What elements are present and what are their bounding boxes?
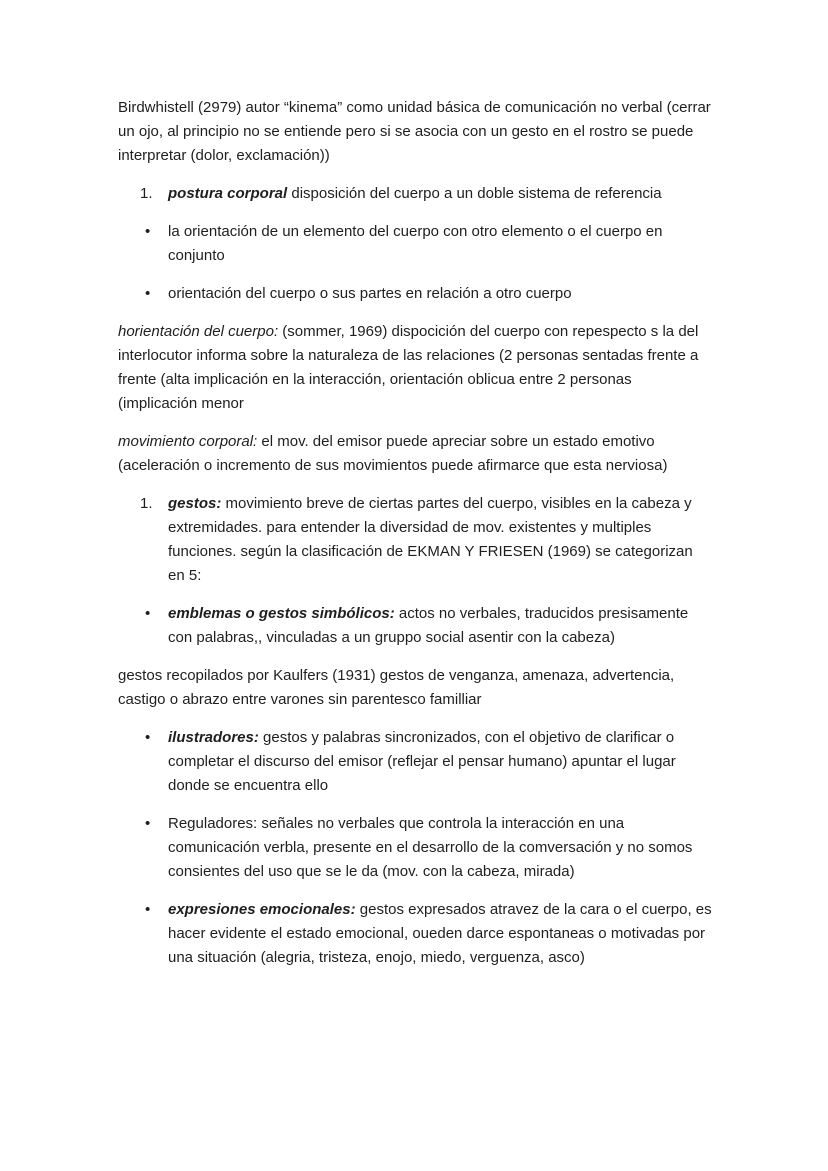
list-item-text bbox=[168, 182, 712, 206]
term-definition: gestos expresados atravez de la cara o el cuerpo, es hacer evidente el estado emocional, oueden darce espontaneas o motivadas por una situación (alegria, tristeza, enojo, miedo, verguenza, asco) bbox=[168, 901, 712, 966]
numbered-item-postura-corporal bbox=[118, 182, 712, 206]
list-item-text bbox=[168, 898, 712, 970]
term-definition: actos no verbales, traducidos presisamente con palabras,, vinculadas a un gruppo social asentir con la cabeza) bbox=[168, 605, 689, 646]
list-item-text bbox=[168, 220, 712, 268]
paragraph-text: gestos recopilados por Kaulfers (1931) gestos de venganza, amenaza, advertencia, castigo o abrazo entre varones sin parentesco familliar bbox=[118, 667, 675, 708]
list-item-text bbox=[168, 726, 712, 798]
bullet-item-reguladores bbox=[118, 812, 712, 884]
term-definition: el mov. del emisor puede apreciar sobre un estado emotivo (aceleración o incremento de sus movimientos puede afirmarce que esta nerviosa) bbox=[118, 433, 668, 474]
bullet-marker: • bbox=[145, 901, 151, 918]
bullet-marker: • bbox=[145, 285, 151, 302]
term-definition: (sommer, 1969) dispocición del cuerpo con repespecto s la del interlocutor informa sobre la naturaleza de las relaciones (2 personas sentadas frente a frente (alta implicación en la interacción, orientación oblicua entre 2 personas (implicación menor bbox=[118, 323, 699, 412]
list-number-marker: 1. bbox=[140, 185, 153, 202]
term-lead: postura corporal bbox=[168, 185, 288, 202]
term-lead: expresiones emocionales: bbox=[168, 901, 356, 918]
term-lead: movimiento corporal: bbox=[118, 433, 258, 450]
bullet-marker: • bbox=[145, 605, 151, 622]
list-item-text bbox=[168, 812, 712, 884]
list-item-text bbox=[168, 492, 712, 588]
bullet-item-emblemas bbox=[118, 602, 712, 650]
numbered-item-gestos bbox=[118, 492, 712, 588]
term-lead: ilustradores: bbox=[168, 729, 259, 746]
bullet-text: la orientación de un elemento del cuerpo con otro elemento o el cuerpo en conjunto bbox=[168, 223, 663, 264]
paragraph-movimiento-corporal bbox=[118, 430, 712, 478]
bullet-item-ilustradores bbox=[118, 726, 712, 798]
bullet-item-orientacion-elemento bbox=[118, 220, 712, 268]
bullet-marker: • bbox=[145, 223, 151, 240]
term-lead: emblemas o gestos simbólicos: bbox=[168, 605, 395, 622]
paragraph-birdwhistell bbox=[118, 96, 712, 168]
list-number-marker: 1. bbox=[140, 495, 153, 512]
paragraph-text: Birdwhistell (2979) autor “kinema” como unidad básica de comunicación no verbal (cerrar un ojo, al principio no se entiende pero si se asocia con un gesto en el rostro se puede interpretar (dolor, exclamación)) bbox=[118, 99, 711, 164]
bullet-marker: • bbox=[145, 729, 151, 746]
bullet-item-expresiones-emocionales bbox=[118, 898, 712, 970]
term-lead: gestos: bbox=[168, 495, 222, 512]
term-definition: disposición del cuerpo a un doble sistema de referencia bbox=[287, 185, 662, 202]
term-definition: movimiento breve de ciertas partes del cuerpo, visibles en la cabeza y extremidades. para entender la diversidad de mov. existentes y multiples funciones. según la clasificación de EKMAN Y FRIESEN (1969) se categorizan en 5: bbox=[168, 495, 693, 584]
list-item-text bbox=[168, 602, 712, 650]
list-item-text bbox=[168, 282, 712, 306]
bullet-item-orientacion-cuerpo bbox=[118, 282, 712, 306]
bullet-text: orientación del cuerpo o sus partes en relación a otro cuerpo bbox=[168, 285, 572, 302]
term-definition: gestos y palabras sincronizados, con el objetivo de clarificar o completar el discurso del emisor (reflejar el pensar humano) apuntar el lugar donde se encuentra ello bbox=[168, 729, 676, 794]
paragraph-gestos-recopilados bbox=[118, 664, 712, 712]
bullet-text: Reguladores: señales no verbales que controla la interacción en una comunicación verbla, presente en el desarrollo de la comversación y no somos consientes del uso que se le da (mov. con la cabeza, mirada) bbox=[168, 815, 693, 880]
term-lead: horientación del cuerpo: bbox=[118, 323, 279, 340]
paragraph-horientacion-del-cuerpo bbox=[118, 320, 712, 416]
bullet-marker: • bbox=[145, 815, 151, 832]
